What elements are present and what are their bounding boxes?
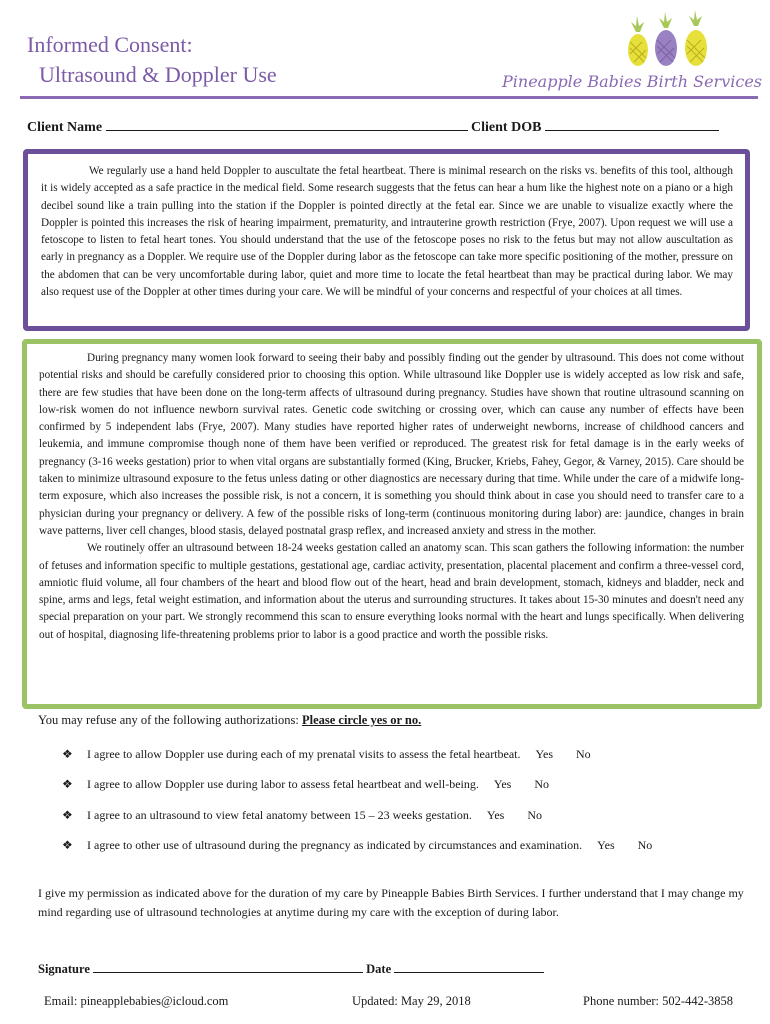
refuse-instructions [38, 713, 421, 728]
yes-option[interactable]: Yes [597, 838, 615, 852]
client-dob-label: Client DOB [471, 120, 542, 135]
yes-option[interactable]: Yes [493, 777, 512, 791]
authorization-text: I agree to allow Doppler use during each of my prenatal visits to assess the fetal heartbeat. [87, 747, 521, 761]
diamond-bullet-icon: ❖ [62, 777, 73, 791]
yes-option[interactable]: Yes [486, 808, 505, 822]
title-line-1: Informed Consent: [27, 32, 193, 57]
footer-email: Email: pineapplebabies@icloud.com [44, 994, 229, 1008]
authorization-text: I agree to an ultrasound to view fetal anatomy between 15 – 23 weeks gestation. [87, 808, 472, 822]
footer-updated: Updated: May 29, 2018 [352, 994, 471, 1008]
authorization-item [62, 838, 652, 853]
yes-option[interactable]: Yes [535, 747, 553, 761]
authorization-item [62, 808, 542, 823]
authorization-item [62, 777, 549, 792]
diamond-bullet-icon: ❖ [62, 808, 73, 822]
circle-instruction: Please circle yes or no. [301, 713, 422, 727]
permission-statement: I give my permission as indicated above for the duration of my care by Pineapple Babies Birth Services. I further understand that I may change my mind regarding use of ultrasound technologies at anytime during my care with the exception of during labor. [38, 886, 744, 919]
diamond-bullet-icon: ❖ [62, 838, 73, 852]
no-option[interactable]: No [527, 808, 543, 822]
refuse-text: You may refuse any of the following authorizations: [38, 713, 299, 727]
no-option[interactable]: No [637, 838, 653, 852]
authorization-item [62, 747, 591, 762]
date-label: Date [366, 962, 392, 976]
ultrasound-paragraph-1: During pregnancy many women look forward to seeing their baby and possibly finding out the gender by ultrasound. This does not come without potential risks and should be carefully considered prior to choosing this option. While ultrasound like Doppler use is widely accepted as low risk and safe, there are few studies that have been done on the long-term affects of ultrasound during pregnancy. Studies have shown that routine ultrasound scanning on low-risk women do not influence newborn survival rates. Genetic code switching or crossing over, which can cause any number of effects have been confirmed by 5 independent labs (Frye, 2007). Many studies have reported higher rates of underweight newborns, increase of childhood cancers and leukemia, and immune compromise though none of them have been verified or reproduced. The greatest risk for fetal damage is in the early weeks of pregnancy (3-16 weeks gestation) prior to when vital organs are substantially formed (King, Brucker, Kriebs, Fahey, Gegor, & Varney, 2015). Care should be taken to minimize ultrasound exposure to the fetus unless dating or other diagnostics are necessary during that time. While under the care of a midwife long-term exposure, which also increases the possible risk, is not a concern, it is something you should think about in case you should need to transfer care to a physician during your pregnancy or delivery. A few of the possible risks of long-term (continuous monitoring during labor) are: jaundice, changes in brain wave patterns, liver cell changes, blood stasis, delayed postnatal grasp reflex, and increased anxiety and stress in the mother. [39, 352, 744, 537]
no-option[interactable]: No [576, 747, 591, 761]
client-name-label: Client Name [27, 120, 103, 135]
header-divider [20, 96, 758, 99]
title-line-2: Ultrasound & Doppler Use [39, 62, 277, 87]
brand-name: Pineapple Babies Birth Services [502, 72, 762, 91]
client-name-field[interactable] [106, 118, 468, 131]
footer-phone: Phone number: 502-442-3858 [583, 994, 733, 1008]
brand-logo [492, 10, 762, 90]
signature-line [38, 960, 544, 977]
no-option[interactable]: No [534, 777, 550, 791]
doppler-section [23, 149, 750, 331]
doppler-paragraph: We regularly use a hand held Doppler to auscultate the fetal heartbeat. There is minimal research on the risks vs. benefits of this tool, although it is widely accepted as a safe practice in the medical field. Some research suggests that the fetus can hear a hum like the highest note on a piano or a high decibel sound like a train pulling into the station if the Doppler is pointed directly at the fetal ear. Since we are unable to visualize exactly where the Doppler is pointed this increases the risk of hearing impairment, prematurity, and intrauterine growth restriction (Frye, 2007). Upon request we will use a fetoscope to listen to fetal heart tones. You should understand that the use of the fetoscope poses no risk to the fetus but may not allow auscultation as early in pregnancy as a Doppler. We require use of the Doppler during labor as the fetoscope can take more specific positioning of the mother, pressure on the abdomen that can be very uncomfortable during labor, quiet and more time to locate the fetal heartbeat than may be practical during labor. We may also request use of the Doppler at other times during your care. We will be mindful of your concerns and respectful of your choices at all times. [41, 165, 733, 299]
signature-label: Signature [38, 962, 90, 976]
diamond-bullet-icon: ❖ [62, 747, 73, 761]
client-info-line [27, 118, 719, 136]
client-dob-field[interactable] [545, 118, 719, 131]
pineapple-logo-icon [620, 10, 716, 74]
ultrasound-paragraph-2: We routinely offer an ultrasound between 18-24 weeks gestation called an anatomy scan. This scan gathers the following information: the number of fetuses and information specific to multiple gestations, gestational age, cardiac activity, presentation, placental placement and confirm a three-vessel cord, amniotic fluid volume, all four chambers of the heart and blood flow out of the heart, head and brain development, stomach, kidneys and bladder, neck and spine, arms and legs, fetal weight estimation, and information about the uterus and surrounding structures. It takes about 15-30 minutes and doesn't need any special preparation on your part. We strongly recommend this scan to ensure everything looks normal with the heart and lungs specifically. When delivering out of hospital, diagnosing life-threatening problems prior to labor is a good practice and worth the possible risks. [39, 542, 744, 641]
authorization-text: I agree to other use of ultrasound during the pregnancy as indicated by circumstances and examination. [87, 838, 583, 852]
date-field[interactable] [394, 960, 544, 973]
signature-field[interactable] [93, 960, 363, 973]
ultrasound-section [22, 339, 762, 709]
authorization-text: I agree to allow Doppler use during labor to assess fetal heartbeat and well-being. [87, 777, 479, 791]
page-title [27, 30, 277, 90]
